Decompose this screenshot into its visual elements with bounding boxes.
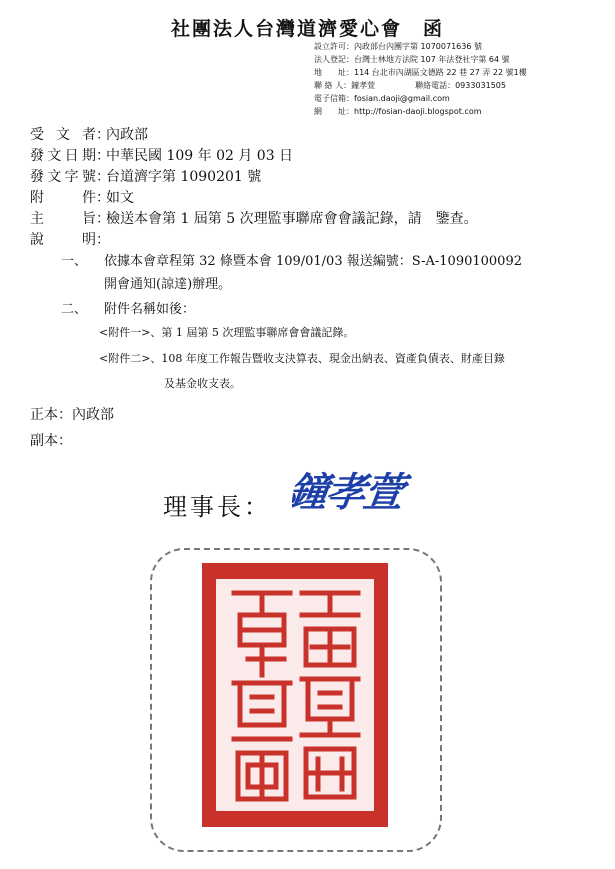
field-label: 主旨 bbox=[30, 211, 96, 227]
field-date: 發文日期：中華民國 109 年 02 月 03 日 bbox=[30, 145, 293, 165]
field-label: 受文者 bbox=[30, 127, 96, 143]
field-value: 檢送本會第 1 屆第 5 次理監事聯席會會議記錄，請 鑒查。 bbox=[106, 211, 478, 227]
field-label: 發文字號 bbox=[30, 169, 96, 185]
field-doc-number: 發文字號：台道濟字第 1090201 號 bbox=[30, 166, 261, 186]
item-1-line-2: 開會通知(諒達)辦理。 bbox=[104, 277, 232, 292]
item-2-number: 二、 bbox=[61, 302, 88, 317]
info-line-email: 電子信箱：fosian.daoji@gmail.com bbox=[314, 94, 450, 103]
attachment-1: <附件一>、第 1 屆第 5 次理監事聯席會會議記錄。 bbox=[99, 326, 355, 339]
info-line-address: 地 址：114 台北市內湖區文德路 22 巷 27 弄 22 號1樓 bbox=[314, 68, 527, 77]
info-line-registration: 法人登記：台灣士林地方法院 107 年法登社字第 64 號 bbox=[314, 55, 510, 64]
info-line-permit: 設立許可：內政部台內團字第 1070071636 號 bbox=[314, 42, 482, 51]
attachment-2-line-2: 及基金收支表。 bbox=[164, 377, 241, 390]
field-value: 台道濟字第 1090201 號 bbox=[106, 169, 262, 185]
item-1-line-1: 依據本會章程第 32 條暨本會 109/01/03 報送編號：S-A-1090100092 bbox=[104, 254, 522, 269]
letter-title: 社團法人台灣道濟愛心會 函 bbox=[170, 18, 444, 40]
field-label: 說明 bbox=[30, 232, 96, 248]
field-value: 中華民國 109 年 02 月 03 日 bbox=[106, 148, 294, 164]
attachment-2-line-1: <附件二>、108 年度工作報告暨收支決算表、現金出納表、資產負債表、財產目錄 bbox=[99, 352, 505, 365]
seal-icon bbox=[202, 563, 388, 827]
field-label: 附件 bbox=[30, 190, 96, 206]
signature-icon bbox=[292, 448, 412, 528]
distribution-main: 正本：內政部 bbox=[30, 407, 114, 423]
field-recipient: 受文者：內政部 bbox=[30, 124, 148, 144]
info-line-contact: 聯 絡 人：鐘孝萱 聯絡電話：0933031505 bbox=[314, 81, 506, 90]
field-label: 發文日期 bbox=[30, 148, 96, 164]
field-subject: 主旨：檢送本會第 1 屆第 5 次理監事聯席會會議記錄，請 鑒查。 bbox=[30, 208, 478, 228]
field-value: 內政部 bbox=[106, 127, 148, 143]
item-1-number: 一、 bbox=[61, 254, 88, 269]
field-explanation: 說明： bbox=[30, 229, 106, 249]
signature-name: 鐘孝萱 bbox=[292, 470, 405, 516]
info-line-website: 網 址：http://fosian-daoji.blogspot.com bbox=[314, 107, 482, 116]
chairman-label: 理事長： bbox=[163, 493, 271, 521]
item-2-text: 附件名稱如後： bbox=[104, 302, 196, 317]
field-value: 如文 bbox=[106, 190, 134, 206]
distribution-copy: 副本： bbox=[30, 433, 72, 449]
field-attachment: 附件：如文 bbox=[30, 187, 134, 207]
official-seal bbox=[202, 563, 388, 827]
chairman-signature bbox=[292, 448, 412, 532]
